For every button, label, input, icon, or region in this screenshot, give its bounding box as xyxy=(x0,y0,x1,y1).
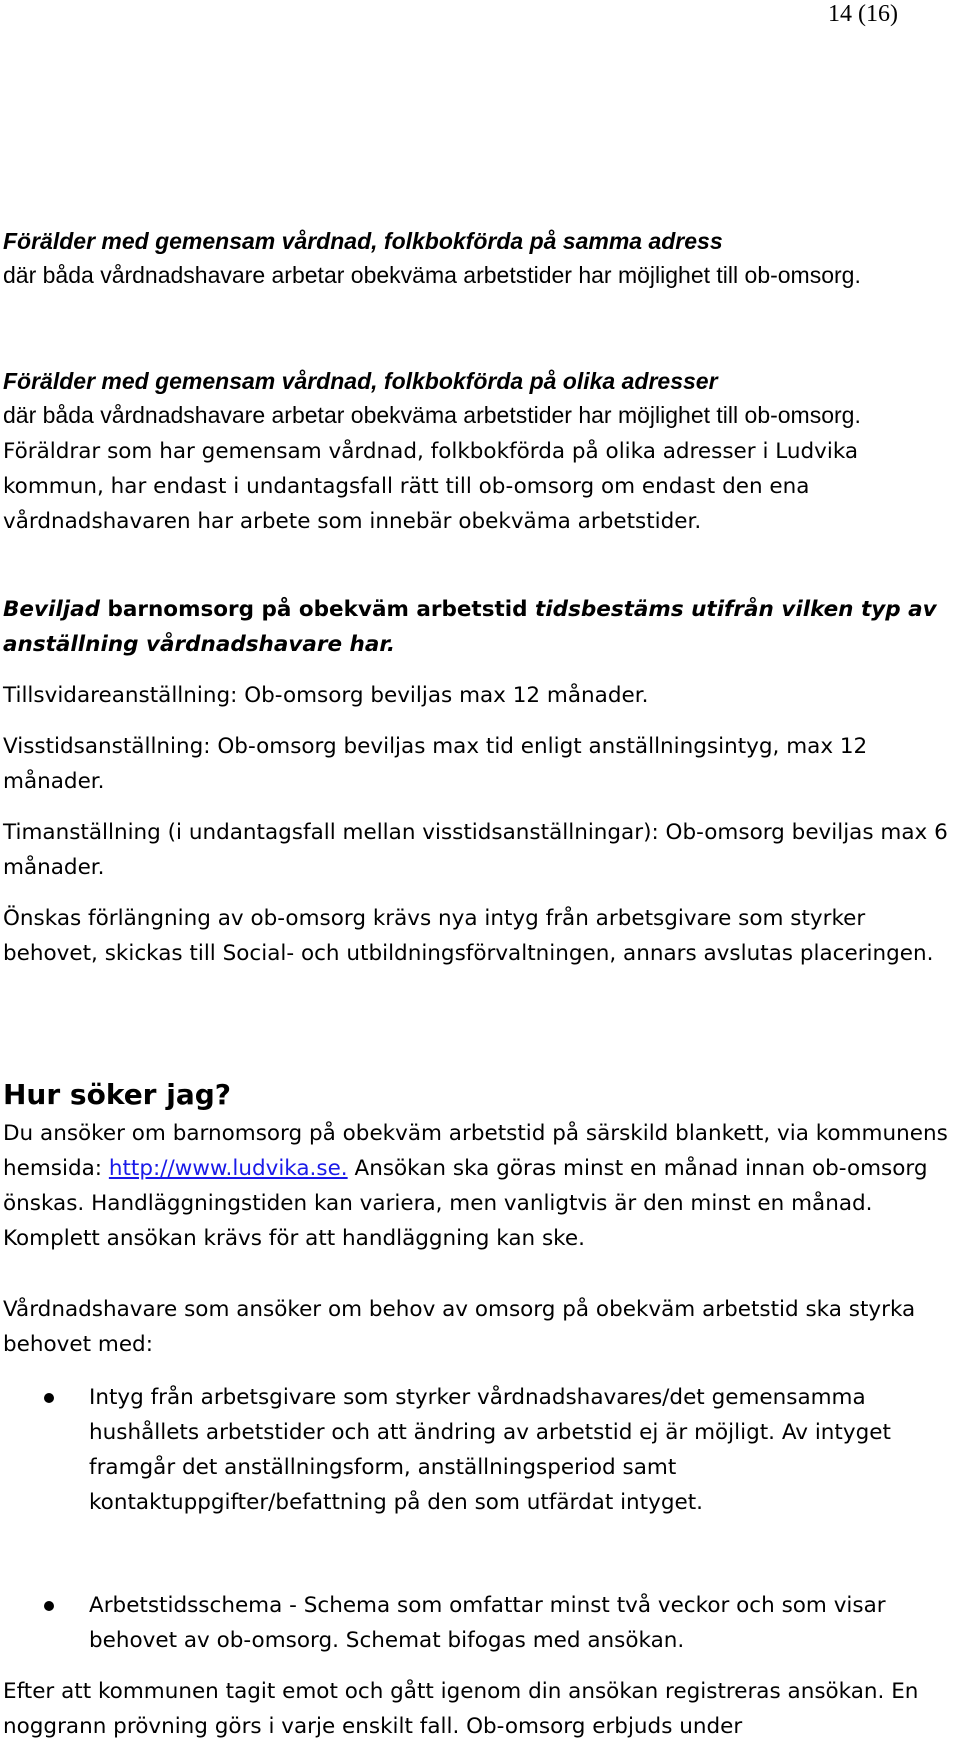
beviljad-middle: barnomsorg på obekväm arbetstid xyxy=(100,597,536,622)
closing-paragraph: Efter att kommunen tagit emot och gått igenom din ansökan registreras ansökan. En noggrann prövning görs i varje enskilt fall. Ob-omsorg erbjuds under xyxy=(3,1679,919,1739)
municipality-website-link[interactable]: http://www.ludvika.se. xyxy=(108,1156,348,1181)
section-title: Förälder med gemensam vårdnad, folkbokförda på olika adresser xyxy=(3,368,718,394)
apply-text-continued: Ansökan ska göras minst en månad innan ob-omsorg önskas. Handläggningstiden kan variera, men vanligtvis är den minst en månad. Komplett ansökan krävs för att handläggning kan ske. xyxy=(3,1156,928,1251)
rule-permanent: Tillsvidareanställning: Ob-omsorg beviljas max 12 månader. xyxy=(3,683,649,708)
beviljad-word: Beviljad xyxy=(3,597,100,622)
beviljad-end: tidsbestäms utifrån vilken typ av anställning vårdnadshavare har. xyxy=(3,597,937,657)
bullet-icon xyxy=(44,1601,54,1611)
section-title: Förälder med gemensam vårdnad, folkbokförda på samma adress xyxy=(3,228,723,254)
apply-text: Du ansöker om barnomsorg på obekväm arbetstid på särskild blankett, via kommunens hemsida: xyxy=(3,1121,948,1181)
apply-paragraph xyxy=(3,1116,958,1256)
rule-extension: Önskas förlängning av ob-omsorg krävs nya intyg från arbetsgivare som styrker behovet, skickas till Social- och utbildningsförvaltningen, annars avslutas placeringen. xyxy=(3,906,934,966)
list-item-text: Arbetstidsschema - Schema som omfattar minst två veckor och som visar behovet av ob-omsorg. Schemat bifogas med ansökan. xyxy=(89,1593,886,1653)
bullet-icon xyxy=(44,1393,54,1403)
page-number: 14 (16) xyxy=(828,1,898,27)
rule-temporary: Visstidsanställning: Ob-omsorg beviljas max tid enligt anställningsintyg, max 12 månader. xyxy=(3,734,868,794)
section-same-address xyxy=(3,224,958,292)
beviljad-paragraph xyxy=(3,592,958,662)
list-item-text: Intyg från arbetsgivare som styrker vårdnadshavares/det gemensamma hushållets arbetstider och att ändring av arbetstid ej är möjligt. Av intyget framgår det anställningsform, anställningsperiod samt kontaktuppgifter/befattning på den som utfärdat intyget. xyxy=(89,1385,891,1515)
apply-heading: Hur söker jag? xyxy=(3,1078,232,1111)
section-body: där båda vårdnadshavare arbetar obekväma arbetstider har möjlighet till ob-omsorg. xyxy=(3,262,861,288)
guardians-intro: Vårdnadshavare som ansöker om behov av omsorg på obekväm arbetstid ska styrka behovet med: xyxy=(3,1297,916,1357)
section-different-addresses xyxy=(3,364,958,539)
section-body: där båda vårdnadshavare arbetar obekväma arbetstider har möjlighet till ob-omsorg. xyxy=(3,402,861,428)
section-body-continued: Föräldrar som har gemensam vårdnad, folkbokförda på olika adresser i Ludvika kommun, har endast i undantagsfall rätt till ob-omsorg om endast den ena vårdnadshavaren har arbete som innebär obekväma arbetstider. xyxy=(3,439,859,534)
rule-hourly: Timanställning (i undantagsfall mellan visstidsanställningar): Ob-omsorg beviljas max 6 månader. xyxy=(3,820,948,880)
